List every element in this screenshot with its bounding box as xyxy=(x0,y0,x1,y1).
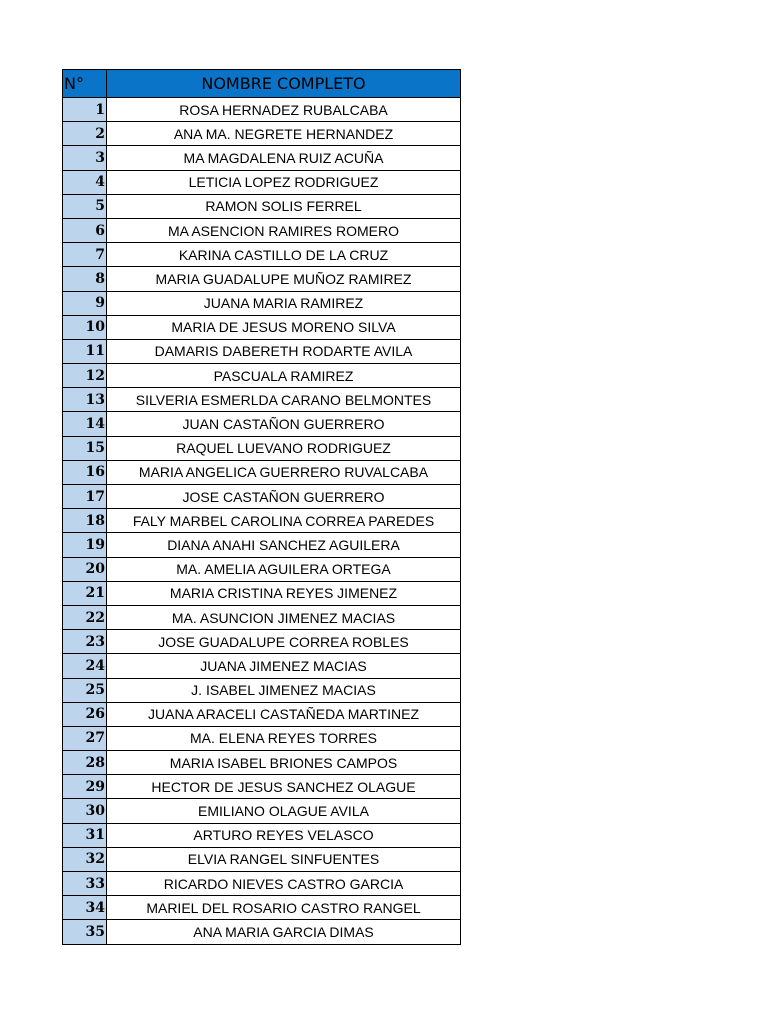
table-row xyxy=(63,460,461,484)
name-column-header: NOMBRE COMPLETO xyxy=(107,70,461,98)
full-name-cell: MARIA CRISTINA REYES JIMENEZ xyxy=(107,581,461,605)
full-name-cell: RAQUEL LUEVANO RODRIGUEZ xyxy=(107,436,461,460)
full-name-cell: RICARDO NIEVES CASTRO GARCIA xyxy=(107,872,461,896)
row-number: 4 xyxy=(63,170,107,194)
names-table xyxy=(62,69,461,945)
row-number: 32 xyxy=(63,847,107,871)
table-row xyxy=(63,339,461,363)
table-body xyxy=(63,98,461,945)
table-row xyxy=(63,146,461,170)
row-number: 1 xyxy=(63,98,107,122)
row-number: 5 xyxy=(63,194,107,218)
full-name-cell: RAMON SOLIS FERREL xyxy=(107,194,461,218)
table-row xyxy=(63,412,461,436)
full-name-cell: JUANA JIMENEZ MACIAS xyxy=(107,654,461,678)
row-number: 22 xyxy=(63,605,107,629)
full-name-cell: MARIA DE JESUS MORENO SILVA xyxy=(107,315,461,339)
row-number: 33 xyxy=(63,872,107,896)
full-name-cell: JOSE CASTAÑON GUERRERO xyxy=(107,485,461,509)
full-name-cell: MA ASENCION RAMIRES ROMERO xyxy=(107,218,461,242)
full-name-cell: JUANA ARACELI CASTAÑEDA MARTINEZ xyxy=(107,702,461,726)
full-name-cell: KARINA CASTILLO DE LA CRUZ xyxy=(107,243,461,267)
full-name-cell: ELVIA RANGEL SINFUENTES xyxy=(107,847,461,871)
row-number: 10 xyxy=(63,315,107,339)
table-row xyxy=(63,170,461,194)
table-row xyxy=(63,485,461,509)
full-name-cell: MA. ASUNCION JIMENEZ MACIAS xyxy=(107,605,461,629)
row-number: 21 xyxy=(63,581,107,605)
table-row xyxy=(63,194,461,218)
row-number: 27 xyxy=(63,726,107,750)
full-name-cell: ANA MA. NEGRETE HERNANDEZ xyxy=(107,122,461,146)
table-row xyxy=(63,872,461,896)
row-number: 12 xyxy=(63,364,107,388)
table-row xyxy=(63,823,461,847)
full-name-cell: MA MAGDALENA RUIZ ACUÑA xyxy=(107,146,461,170)
row-number: 17 xyxy=(63,485,107,509)
full-name-cell: ANA MARIA GARCIA DIMAS xyxy=(107,920,461,944)
header-row xyxy=(63,70,461,98)
table-row xyxy=(63,775,461,799)
row-number: 7 xyxy=(63,243,107,267)
row-number: 6 xyxy=(63,218,107,242)
table-row xyxy=(63,726,461,750)
row-number: 34 xyxy=(63,896,107,920)
full-name-cell: HECTOR DE JESUS SANCHEZ OLAGUE xyxy=(107,775,461,799)
full-name-cell: SILVERIA ESMERLDA CARANO BELMONTES xyxy=(107,388,461,412)
row-number: 18 xyxy=(63,509,107,533)
row-number: 26 xyxy=(63,702,107,726)
table-row xyxy=(63,654,461,678)
full-name-cell: MARIA GUADALUPE MUÑOZ RAMIREZ xyxy=(107,267,461,291)
table-row xyxy=(63,920,461,944)
table-row xyxy=(63,847,461,871)
table-row xyxy=(63,533,461,557)
table-row xyxy=(63,243,461,267)
full-name-cell: DIANA ANAHI SANCHEZ AGUILERA xyxy=(107,533,461,557)
full-name-cell: LETICIA LOPEZ RODRIGUEZ xyxy=(107,170,461,194)
full-name-cell: MARIA ISABEL BRIONES CAMPOS xyxy=(107,751,461,775)
table-row xyxy=(63,388,461,412)
full-name-cell: PASCUALA RAMIREZ xyxy=(107,364,461,388)
row-number: 14 xyxy=(63,412,107,436)
full-name-cell: MARIA ANGELICA GUERRERO RUVALCABA xyxy=(107,460,461,484)
table-row xyxy=(63,605,461,629)
table-row xyxy=(63,678,461,702)
row-number: 30 xyxy=(63,799,107,823)
row-number: 19 xyxy=(63,533,107,557)
table-row xyxy=(63,630,461,654)
row-number: 3 xyxy=(63,146,107,170)
full-name-cell: FALY MARBEL CAROLINA CORREA PAREDES xyxy=(107,509,461,533)
full-name-cell: MARIEL DEL ROSARIO CASTRO RANGEL xyxy=(107,896,461,920)
row-number: 24 xyxy=(63,654,107,678)
full-name-cell: ROSA HERNADEZ RUBALCABA xyxy=(107,98,461,122)
full-name-cell: JOSE GUADALUPE CORREA ROBLES xyxy=(107,630,461,654)
row-number: 28 xyxy=(63,751,107,775)
row-number: 35 xyxy=(63,920,107,944)
table-row xyxy=(63,509,461,533)
table-row xyxy=(63,218,461,242)
row-number: 9 xyxy=(63,291,107,315)
table-row xyxy=(63,98,461,122)
row-number: 15 xyxy=(63,436,107,460)
row-number: 2 xyxy=(63,122,107,146)
row-number: 23 xyxy=(63,630,107,654)
table-row xyxy=(63,557,461,581)
table-row xyxy=(63,581,461,605)
table-row xyxy=(63,436,461,460)
row-number: 25 xyxy=(63,678,107,702)
row-number: 20 xyxy=(63,557,107,581)
full-name-cell: JUAN CASTAÑON GUERRERO xyxy=(107,412,461,436)
table-row xyxy=(63,291,461,315)
table-row xyxy=(63,267,461,291)
table-row xyxy=(63,751,461,775)
full-name-cell: MA. ELENA REYES TORRES xyxy=(107,726,461,750)
row-number: 29 xyxy=(63,775,107,799)
table-row xyxy=(63,364,461,388)
table-row xyxy=(63,315,461,339)
full-name-cell: J. ISABEL JIMENEZ MACIAS xyxy=(107,678,461,702)
full-name-cell: EMILIANO OLAGUE AVILA xyxy=(107,799,461,823)
full-name-cell: JUANA MARIA RAMIREZ xyxy=(107,291,461,315)
table-row xyxy=(63,702,461,726)
full-name-cell: MA. AMELIA AGUILERA ORTEGA xyxy=(107,557,461,581)
full-name-cell: DAMARIS DABERETH RODARTE AVILA xyxy=(107,339,461,363)
row-number: 16 xyxy=(63,460,107,484)
row-number: 31 xyxy=(63,823,107,847)
full-name-cell: ARTURO REYES VELASCO xyxy=(107,823,461,847)
table-row xyxy=(63,896,461,920)
row-number: 11 xyxy=(63,339,107,363)
row-number: 8 xyxy=(63,267,107,291)
row-number: 13 xyxy=(63,388,107,412)
table-row xyxy=(63,122,461,146)
table-row xyxy=(63,799,461,823)
number-column-header: N° xyxy=(63,70,107,98)
